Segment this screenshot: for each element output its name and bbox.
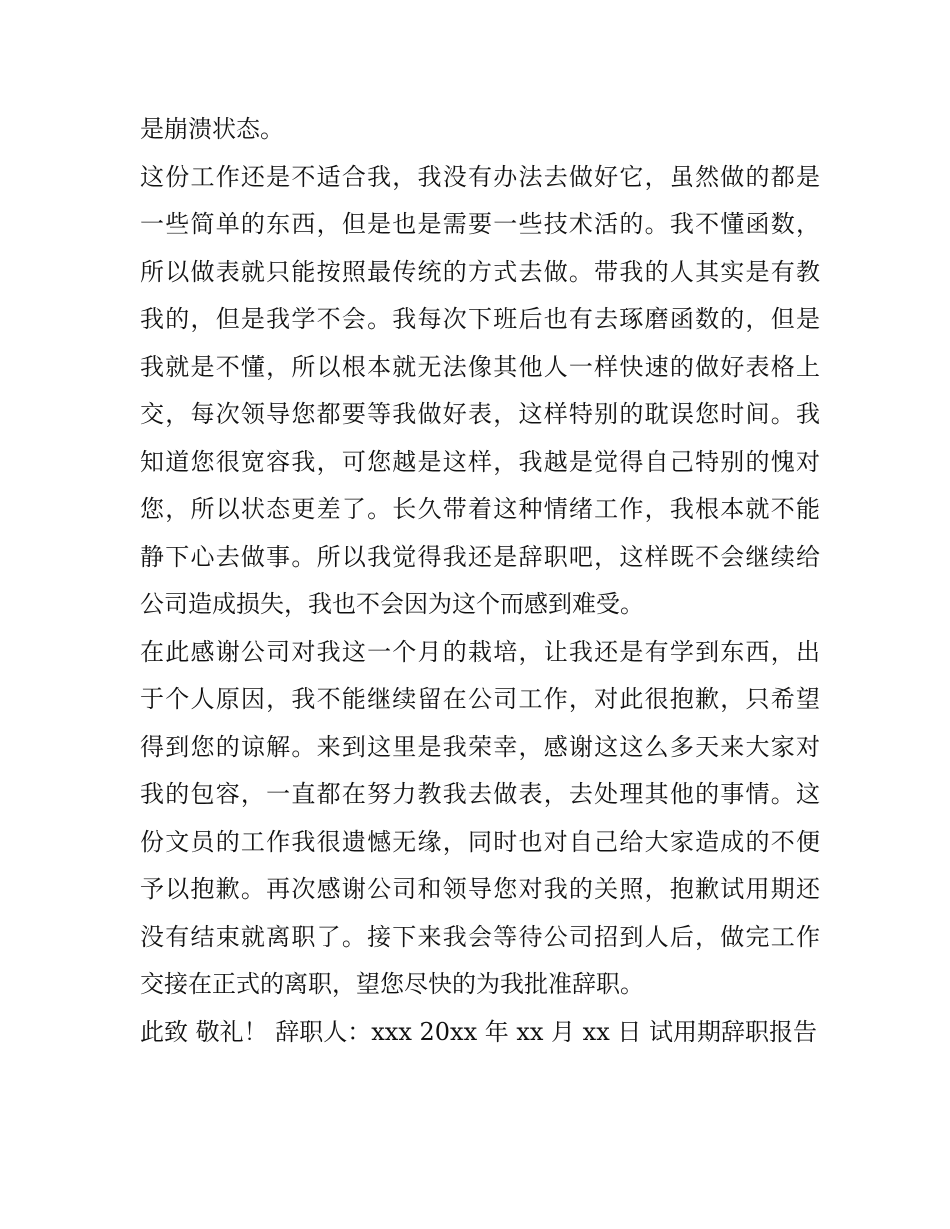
text-line: 份文员的工作我很遗憾无缘，同时也对自己给大家造成的不便 <box>140 827 820 856</box>
text-line: 知道您很宽容我，可您越是这样，我越是觉得自己特别的愧对 <box>140 447 820 476</box>
text-line: 静下心去做事。所以我觉得我还是辞职吧，这样既不会继续给 <box>140 542 820 571</box>
text-line: 我就是不懂，所以根本就无法像其他人一样快速的做好表格上 <box>140 352 820 381</box>
text-line: 所以做表就只能按照最传统的方式去做。带我的人其实是有教 <box>140 257 820 286</box>
text-line: 公司造成损失，我也不会因为这个而感到难受。 <box>140 590 644 618</box>
text-line: 一些简单的东西，但是也是需要一些技术活的。我不懂函数， <box>140 210 820 238</box>
text-line: 是崩溃状态。 <box>140 115 284 143</box>
document-body <box>140 106 820 1056</box>
text-line: 您，所以状态更差了。长久带着这种情绪工作，我根本就不能 <box>140 495 820 523</box>
text-line: 交接在正式的离职，望您尽快的为我批准辞职。 <box>140 970 644 998</box>
text-line: 没有结束就离职了。接下来我会等待公司招到人后，做完工作 <box>140 922 820 951</box>
text-line: 我的，但是我学不会。我每次下班后也有去琢磨函数的，但是 <box>140 305 820 333</box>
text-line: 得到您的谅解。来到这里是我荣幸，感谢这这么多天来大家对 <box>140 732 820 761</box>
text-line: 予以抱歉。再次感谢公司和领导您对我的关照，抱歉试用期还 <box>140 875 820 903</box>
signature-line: 此致 敬礼！ 辞职人：xxx 20xx 年 xx 月 xx 日 试用期辞职报告 <box>140 1017 818 1046</box>
text-line: 在此感谢公司对我这一个月的栽培，让我还是有学到东西，出 <box>140 637 820 666</box>
text-line: 交，每次领导您都要等我做好表，这样特别的耽误您时间。我 <box>140 400 820 428</box>
text-line: 于个人原因，我不能继续留在公司工作，对此很抱歉，只希望 <box>140 685 820 713</box>
text-line: 这份工作还是不适合我，我没有办法去做好它，虽然做的都是 <box>140 162 820 191</box>
text-line: 我的包容，一直都在努力教我去做表，去处理其他的事情。这 <box>140 780 820 808</box>
